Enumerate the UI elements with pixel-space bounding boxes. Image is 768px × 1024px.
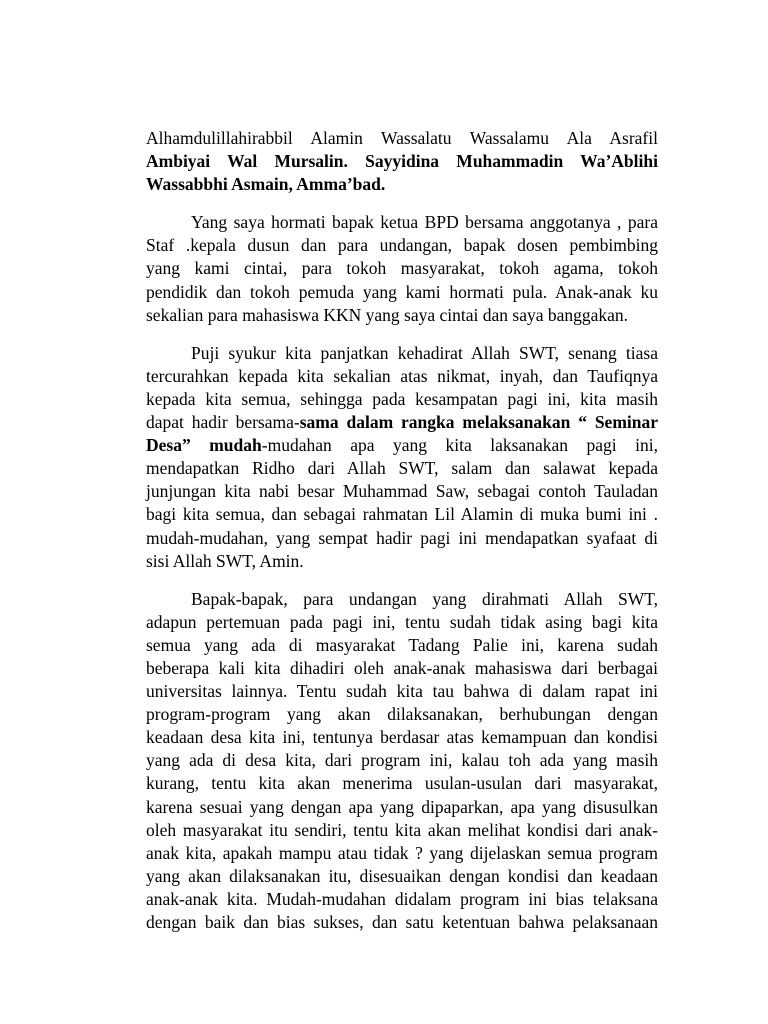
text-run: Staf .kepala dusun dan para undangan, bapak dosen pembimbing	[146, 235, 658, 256]
text-run: beberapa kali kita dihadiri oleh anak-anak mahasiswa dari berbagai	[146, 657, 658, 678]
paragraph	[146, 342, 658, 573]
text-line	[146, 611, 658, 634]
text-run: Yang saya hormati bapak ketua BPD bersama anggotanya , para	[191, 212, 658, 233]
text-line	[146, 819, 658, 842]
text-line	[146, 842, 658, 865]
paragraph	[146, 211, 658, 326]
text-run: kepada kita semua, sehingga pada kesampatan pagi ini, kita masih	[146, 388, 658, 409]
text-line	[146, 480, 658, 503]
text-run: mudah-mudahan, yang sempat hadir pagi ini mendapatkan syafaat di	[146, 527, 658, 548]
text-line	[146, 234, 658, 257]
text-run: dengan baik dan bias sukses, dan satu ketentuan bahwa pelaksanaan	[146, 912, 658, 932]
text-run: yang kami cintai, para tokoh masyarakat, tokoh agama, tokoh	[146, 258, 658, 279]
text-line	[146, 634, 658, 657]
text-line	[146, 772, 658, 795]
text-run: Puji syukur kita panjatkan kehadirat Allah SWT, senang tiasa	[191, 342, 658, 363]
text-line	[146, 150, 658, 173]
text-line	[146, 173, 658, 196]
text-line	[146, 434, 658, 457]
text-line	[146, 749, 658, 772]
text-run: program-program yang akan dilaksanakan, berhubungan dengan	[146, 704, 658, 725]
text-line	[146, 888, 658, 911]
document-body	[146, 127, 658, 949]
paragraph	[146, 588, 658, 934]
text-run: karena sesuai yang dengan apa yang dipaparkan, apa yang disusulkan	[146, 796, 658, 817]
text-line	[146, 127, 658, 150]
text-run: kurang, tentu kita akan menerima usulan-usulan dari masyarakat,	[146, 773, 658, 794]
text-run: mendapatkan Ridho dari Allah SWT, salam dan salawat kepada	[146, 458, 658, 479]
text-line	[146, 726, 658, 749]
text-line	[146, 211, 658, 234]
text-run: Bapak-bapak, para undangan yang dirahmati Allah SWT,	[191, 588, 658, 609]
text-line	[146, 281, 658, 304]
bold-text-run: Wassabbhi Asmain, Amma’bad.	[146, 174, 386, 195]
text-run: semua yang ada di masyarakat Tadang Palie ini, karena sudah	[146, 634, 658, 655]
text-line	[146, 865, 658, 888]
text-run: adapun pertemuan pada pagi ini, tentu sudah tidak asing bagi kita	[146, 611, 658, 632]
text-line	[146, 304, 658, 327]
text-line	[146, 388, 658, 411]
text-run: yang ada di desa kita, dari program ini, kalau toh ada yang masih	[146, 750, 658, 771]
bold-text-run: Ambiyai Wal Mursalin. Sayyidina Muhammadin Wa’Ablihi	[146, 151, 658, 172]
text-line	[146, 527, 658, 550]
text-line	[146, 257, 658, 280]
text-run: keadaan desa kita ini, tentunya berdasar atas kemampuan dan kondisi	[146, 727, 658, 748]
text-line	[146, 365, 658, 388]
text-line	[146, 457, 658, 480]
text-line	[146, 342, 658, 365]
text-line	[146, 588, 658, 611]
text-run: universitas lainnya. Tentu sudah kita tau bahwa di dalam rapat ini	[146, 681, 658, 702]
text-run: -mudahan apa yang kita laksanakan pagi ini,	[261, 435, 658, 456]
paragraph	[146, 127, 658, 196]
text-run: Alhamdulillahirabbil Alamin Wassalatu Wassalamu Ala Asrafil	[146, 128, 658, 148]
text-line	[146, 411, 658, 434]
text-line	[146, 703, 658, 726]
bold-text-run: sama dalam rangka melaksanakan “ Seminar	[299, 412, 659, 433]
bold-text-run: Desa” mudah	[146, 435, 262, 456]
text-run: sekalian para mahasiswa KKN yang saya cintai dan saya banggakan.	[146, 304, 629, 325]
text-run: sisi Allah SWT, Amin.	[146, 550, 304, 571]
text-run: pendidik dan tokoh pemuda yang kami hormati pula. Anak-anak ku	[146, 281, 658, 302]
text-run: anak-anak kita. Mudah-mudahan didalam program ini bias telaksana	[146, 888, 658, 909]
text-run: yang akan dilaksanakan itu, disesuaikan dengan kondisi dan keadaan	[146, 865, 658, 886]
text-run: junjungan kita nabi besar Muhammad Saw, sebagai contoh Tauladan	[146, 481, 658, 502]
text-line	[146, 680, 658, 703]
text-line	[146, 796, 658, 819]
text-line	[146, 911, 658, 934]
text-run: bagi kita semua, dan sebagai rahmatan Lil Alamin di muka bumi ini .	[146, 504, 658, 525]
text-line	[146, 550, 658, 573]
text-run: anak kita, apakah mampu atau tidak ? yang dijelaskan semua program	[146, 842, 658, 863]
text-line	[146, 503, 658, 526]
text-line	[146, 657, 658, 680]
text-run: tercurahkan kepada kita sekalian atas nikmat, inyah, dan Taufiqnya	[146, 365, 658, 386]
text-run: dapat hadir bersama-	[146, 412, 300, 433]
text-run: oleh masyarakat itu sendiri, tentu kita akan melihat kondisi dari anak-	[146, 819, 658, 840]
